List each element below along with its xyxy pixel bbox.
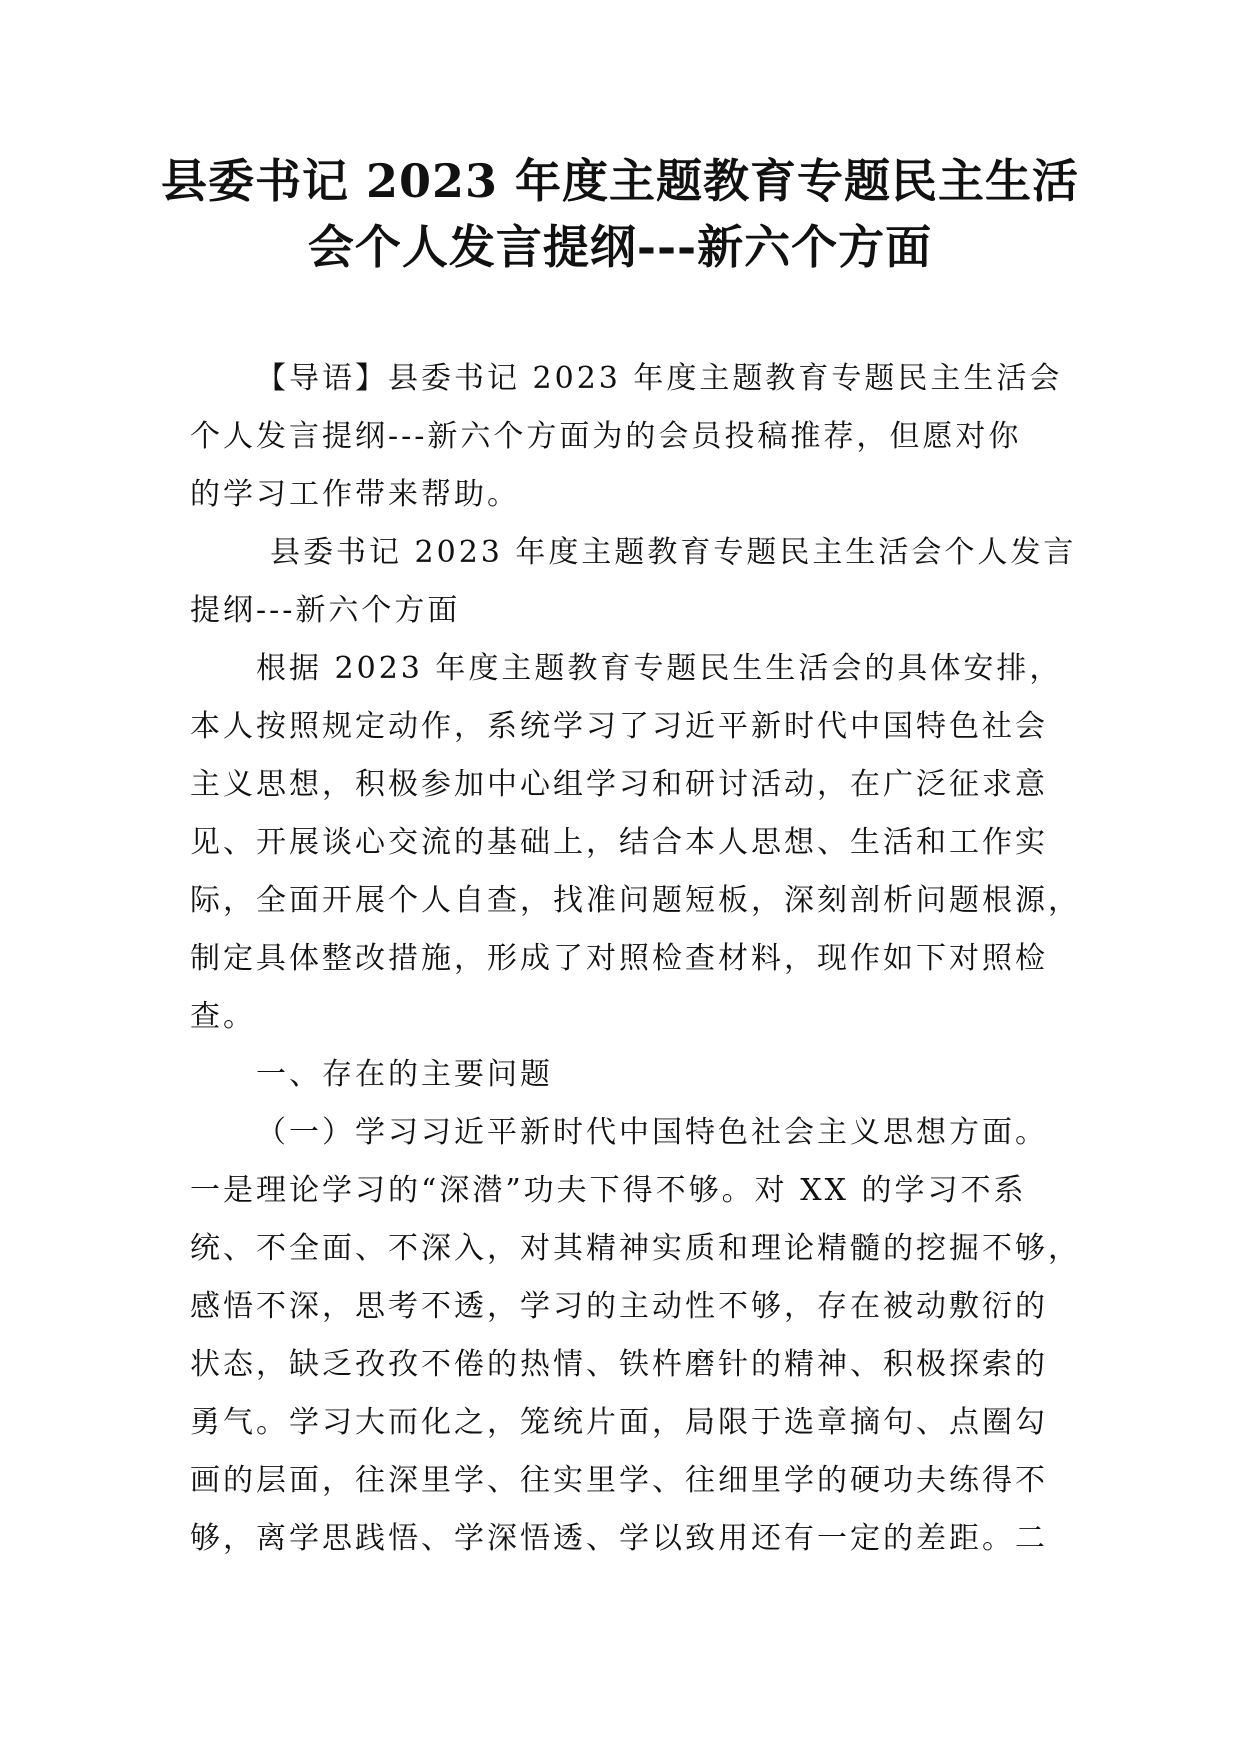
text-line: 一、存在的主要问题: [256, 1057, 553, 1092]
title-line: 会个人发言提纲---新六个方面: [307, 220, 933, 274]
document-title: [150, 148, 1090, 280]
text-line: 根据 2023 年度主题教育专题民生生活会的具体安排，: [256, 651, 1063, 686]
text-line: 个人发言提纲---新六个方面为的会员投稿推荐，但愿对你: [190, 419, 1022, 454]
section-heading: [190, 1046, 1050, 1104]
text-line: 制定具体整改措施，形成了对照检查材料，现作如下对照检: [190, 941, 1048, 976]
subtitle-paragraph: [190, 524, 1077, 640]
text-line: 的学习工作带来帮助。: [190, 477, 520, 512]
text-line: 提纲---新六个方面: [190, 593, 461, 628]
body-paragraph: [190, 1104, 1081, 1568]
text-line: 查。: [190, 999, 256, 1034]
body-paragraph: [190, 640, 1081, 1046]
text-line: 本人按照规定动作，系统学习了习近平新时代中国特色社会: [190, 709, 1048, 744]
text-line: 够，离学思践悟、学深悟透、学以致用还有一定的差距。二: [190, 1521, 1048, 1556]
text-line: 勇气。学习大而化之，笼统片面，局限于选章摘句、点圈勾: [190, 1405, 1048, 1440]
text-line: 画的层面，往深里学、往实里学、往细里学的硬功夫练得不: [190, 1463, 1048, 1498]
intro-paragraph: [190, 350, 1063, 524]
text-line: 【导语】县委书记 2023 年度主题教育专题民主生活会: [256, 361, 1063, 396]
text-line: 际，全面开展个人自查，找准问题短板，深刻剖析问题根源，: [190, 883, 1081, 918]
text-line: 一是理论学习的“深潜”功夫下得不够。对 XX 的学习不系: [190, 1173, 1027, 1208]
document-body: [190, 350, 1081, 1568]
text-line: 县委书记 2023 年度主题教育专题民主生活会个人发言: [270, 535, 1077, 570]
text-line: （一）学习习近平新时代中国特色社会主义思想方面。: [256, 1115, 1048, 1150]
text-line: 感悟不深，思考不透，学习的主动性不够，存在被动敷衍的: [190, 1289, 1048, 1324]
text-line: 主义思想，积极参加中心组学习和研讨活动，在广泛征求意: [190, 767, 1048, 802]
title-line: 县委书记 2023 年度主题教育专题民主生活: [160, 154, 1080, 208]
text-line: 统、不全面、不深入，对其精神实质和理论精髓的挖掘不够，: [190, 1231, 1081, 1266]
text-line: 见、开展谈心交流的基础上，结合本人思想、生活和工作实: [190, 825, 1048, 860]
text-line: 状态，缺乏孜孜不倦的热情、铁杵磨针的精神、积极探索的: [190, 1347, 1048, 1382]
